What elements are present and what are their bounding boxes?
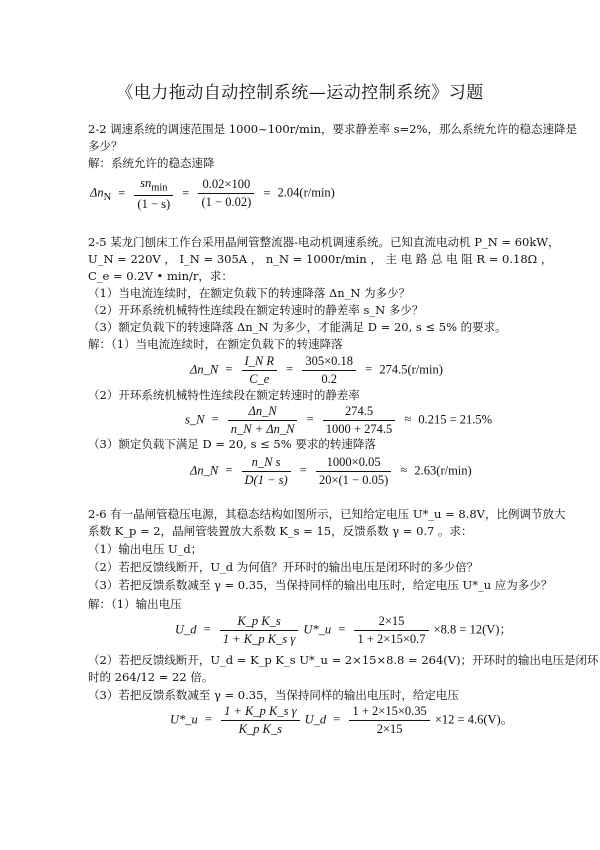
eq-lhs: Δn_N [190, 463, 219, 478]
eq-den2: 20×(1 − 0.05) [318, 473, 389, 487]
problem-2-6-q3: （3）若把反馈系数减至 γ = 0.35，当保持同样的输出电压时，给定电压 U*_u 应为多少？ [88, 578, 553, 592]
eq-num2: 274.5 [323, 404, 395, 421]
problem-2-5-a3-label: （3）额定负载下满足 D = 20, s ≤ 5% 要求的转速降落 [88, 437, 376, 451]
problem-2-6-equation-3: U*_u = $\frac{\text{1 + K\_p K\_s γ}}{\text{K\_p K\_s}}$ U_d = $\frac{1 + 2\times 15\times 0.35}{2\times 15}$ ×12 = 4.6(V)。 [170, 704, 514, 736]
problem-2-5-equation-1: Δn_N = $\frac{\text{I\_N R}}{C\_e}$ = $\frac{305\times 0.18}{0.2}$ = 274.5(r/min) [190, 354, 443, 386]
problem-2-5-line2: U_N = 220V ， I_N = 305A ， n_N = 1000r/min ， 主 电 路 总 电 阻 R = 0.18Ω ， [88, 252, 553, 266]
eq-den1: C_e [249, 372, 270, 386]
eq-result: 2.63(r/min) [414, 463, 472, 478]
problem-2-5-q2: （2）开环系统机械特性连续段在额定转速时的静差率 s_N 多少？ [88, 303, 424, 317]
eq-num1: I_N R [242, 354, 278, 371]
problem-2-6-equation-1: U_d = $\frac{\text{K\_p K\_s}}{\text{1 + K\_p K\_s γ}}$ U*_u = $\frac{2\times 15}{1 + 2\times 15\times 0.7}$ ×8.8 = 12(V)； [175, 614, 512, 646]
eq-num1: n_N s [242, 455, 291, 472]
eq-den1: (1 − s) [137, 196, 171, 211]
eq-result: ×12 = 4.6(V)。 [434, 712, 514, 727]
problem-2-2-equation: $\Delta n_N$ = $\frac{sn_{min}}{(1 - s)}$ = $\frac{0.02\times 100}{(1 - 0.02)}$ = 2.04(r/min) [90, 176, 335, 211]
eq-num2: 1000×0.05 [316, 455, 391, 472]
problem-2-6-line2: 系数 K_p = 2，晶闸管装置放大系数 K_s = 15，反馈系数 γ = 0.7 。求： [88, 524, 473, 538]
eq-den1: n_N + Δn_N [230, 422, 295, 436]
eq-den1: K_p K_s [238, 722, 282, 736]
eq-num1-sub: min [151, 182, 168, 194]
problem-2-6-a3-label: （3）若把反馈系数减至 γ = 0.35，当保持同样的输出电压时，给定电压 [88, 688, 459, 702]
eq-num2: 0.02×100 [198, 177, 254, 194]
eq-fraction-symbolic [134, 176, 173, 212]
eq-num1: K_p K_s [220, 614, 298, 631]
problem-2-5-line3: C_e = 0.2V • min/r，求： [88, 269, 233, 283]
problem-2-6-a2-line2: 时的 264/12 = 22 倍。 [88, 670, 214, 684]
eq-lhs: s_N [185, 412, 205, 427]
problem-2-6-q1: （1）输出电压 U_d； [88, 542, 203, 556]
problem-2-5-equation-2: s_N = $\frac{\Delta n\_N}{n\_N + \Delta n\_N}$ = $\frac{274.5}{1000 + 274.5}$ ≈ 0.215 = 21.5% [185, 404, 493, 436]
problem-2-6-line1: 2-6 有一晶闸管稳压电源，其稳态结构如图所示，已知给定电压 U*_u = 8.8V，比例调节放大 [88, 507, 566, 521]
problem-2-6-q2: （2）若把反馈线断开，U_d 为何值？开环时的输出电压是闭环时的多少倍？ [88, 560, 479, 574]
problem-2-5-q3: （3）额定负载下的转速降落 Δn_N 为多少，才能满足 D = 20, s ≤ 5% 的要求。 [88, 320, 507, 334]
eq-lhs: Δn_N [190, 362, 219, 377]
problem-2-6-a1-label: 解：（1）输出电压 [88, 597, 182, 611]
eq-den2: 2×15 [376, 722, 403, 736]
eq-result: ×8.8 = 12(V)； [433, 622, 512, 637]
eq-lhs: U_d [175, 622, 197, 637]
eq-den1: D(1 − s) [244, 473, 288, 487]
eq-result: 0.215 = 21.5% [418, 412, 493, 427]
problem-2-2-line2: 多少？ [88, 139, 123, 153]
page-title: 《电力拖动自动控制系统—运动控制系统》习题 [116, 83, 484, 103]
eq-num1: Δn_N [228, 404, 298, 421]
eq-num1: 1 + K_p K_s γ [221, 704, 299, 721]
eq-lhs-sub: N [103, 192, 112, 204]
problem-2-5-a2-label: （2）开环系统机械特性连续段在额定转速时的静差率 [88, 388, 360, 402]
eq-num2: 1 + 2×15×0.35 [349, 704, 429, 721]
eq-den1: 1 + K_p K_s γ [222, 632, 296, 646]
problem-2-5-line1: 2-5 某龙门刨床工作台采用晶闸管整流器-电动机调速系统。已知直流电动机 P_N = 60kW， [88, 235, 560, 249]
eq-result: 2.04(r/min) [277, 185, 335, 200]
eq-lhs: Δn [90, 185, 104, 200]
eq-lhs: U*_u [170, 712, 198, 727]
eq-den2: 1000 + 274.5 [325, 422, 393, 436]
eq-den2: (1 − 0.02) [201, 195, 252, 210]
eq-den2: 1 + 2×15×0.7 [357, 632, 426, 646]
eq-num2: 2×15 [354, 614, 428, 631]
eq-num2: 305×0.18 [302, 354, 356, 371]
eq-result: 274.5(r/min) [379, 362, 443, 377]
problem-2-5-q1: （1）当电流连续时，在额定负载下的转速降落 Δn_N 为多少？ [88, 286, 411, 300]
eq-mult: U_d [304, 712, 327, 727]
eq-den2: 0.2 [321, 372, 337, 386]
eq-num1: sn [140, 176, 152, 190]
problem-2-5-a1-label: 解：（1）当电流连续时，在额定负载下的转速降落 [88, 337, 343, 351]
problem-2-2-solution-label: 解：系统允许的稳态速降 [88, 156, 215, 170]
problem-2-5-equation-3: Δn_N = $\frac{\text{n\_N s}}{D(1 - s)}$ = $\frac{1000\times 0.05}{20\times(1 - 0.05)}$ ≈ 2.63(r/min) [190, 455, 472, 487]
eq-mult: U*_u [303, 622, 332, 637]
problem-2-6-a2-line1: （2）若把反馈线断开，U_d = K_p K_s U*_u = 2×15×8.8 = 264(V)；开环时的输出电压是闭环 [88, 653, 599, 667]
eq-fraction-numeric [198, 177, 254, 210]
problem-2-2-line1: 2-2 调速系统的调速范围是 1000~100r/min，要求静差率 s=2%，那么系统允许的稳态速降是 [88, 122, 577, 136]
